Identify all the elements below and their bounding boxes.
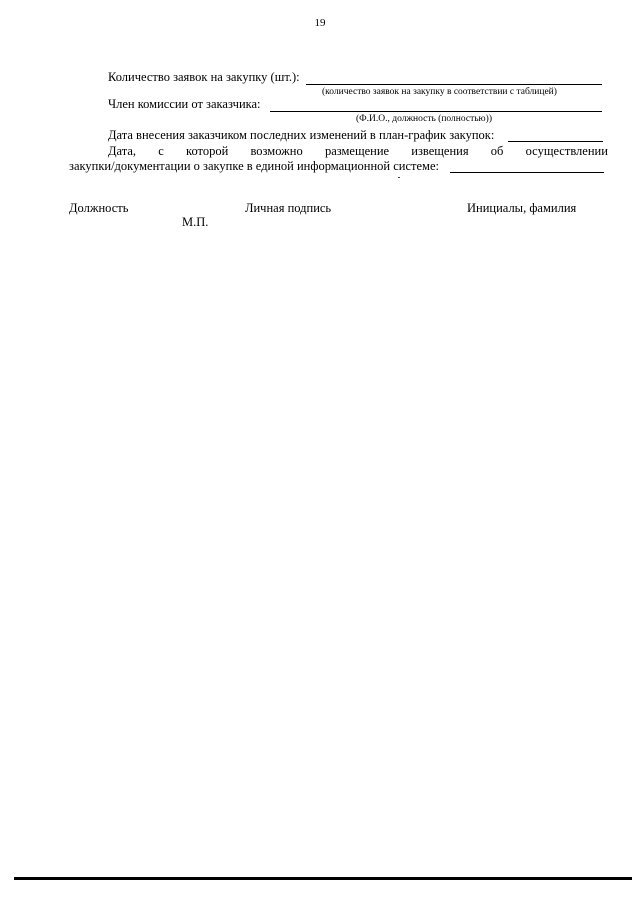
publication-date-word: осуществлении: [525, 144, 608, 158]
scan-speck: [398, 177, 400, 178]
publication-date-word: Дата,: [108, 144, 137, 158]
plan-change-date-label: Дата внесения заказчиком последних изменений в план-график закупок:: [108, 128, 495, 142]
publication-date-word: размещение: [324, 144, 390, 158]
applications-count-line: [306, 84, 602, 85]
commission-member-hint: (Ф.И.О., должность (полностью)): [356, 114, 492, 124]
applications-count-label: Количество заявок на закупку (шт.):: [108, 70, 300, 84]
applications-count-hint: (количество заявок на закупку в соответствии с таблицей): [322, 87, 557, 97]
signature-caption: Личная подпись: [245, 201, 332, 215]
commission-member-line: [270, 111, 602, 112]
publication-date-word: возможно: [250, 144, 303, 158]
publication-date-word: которой: [186, 144, 229, 158]
publication-date-line: [450, 172, 604, 173]
plan-change-date-line: [508, 141, 603, 142]
name-caption: Инициалы, фамилия: [467, 201, 577, 215]
publication-date-word: с: [158, 144, 164, 158]
publication-date-word: извещения: [411, 144, 469, 158]
publication-date-line1: [108, 144, 608, 159]
bottom-border: [14, 877, 632, 880]
publication-date-line2: закупки/документации о закупке в единой информационной системе:: [69, 159, 439, 173]
position-caption: Должность: [69, 201, 129, 215]
stamp-caption: М.П.: [182, 215, 209, 229]
page-number: 19: [314, 17, 326, 29]
publication-date-word: об: [490, 144, 504, 158]
commission-member-label: Член комиссии от заказчика:: [108, 97, 261, 111]
